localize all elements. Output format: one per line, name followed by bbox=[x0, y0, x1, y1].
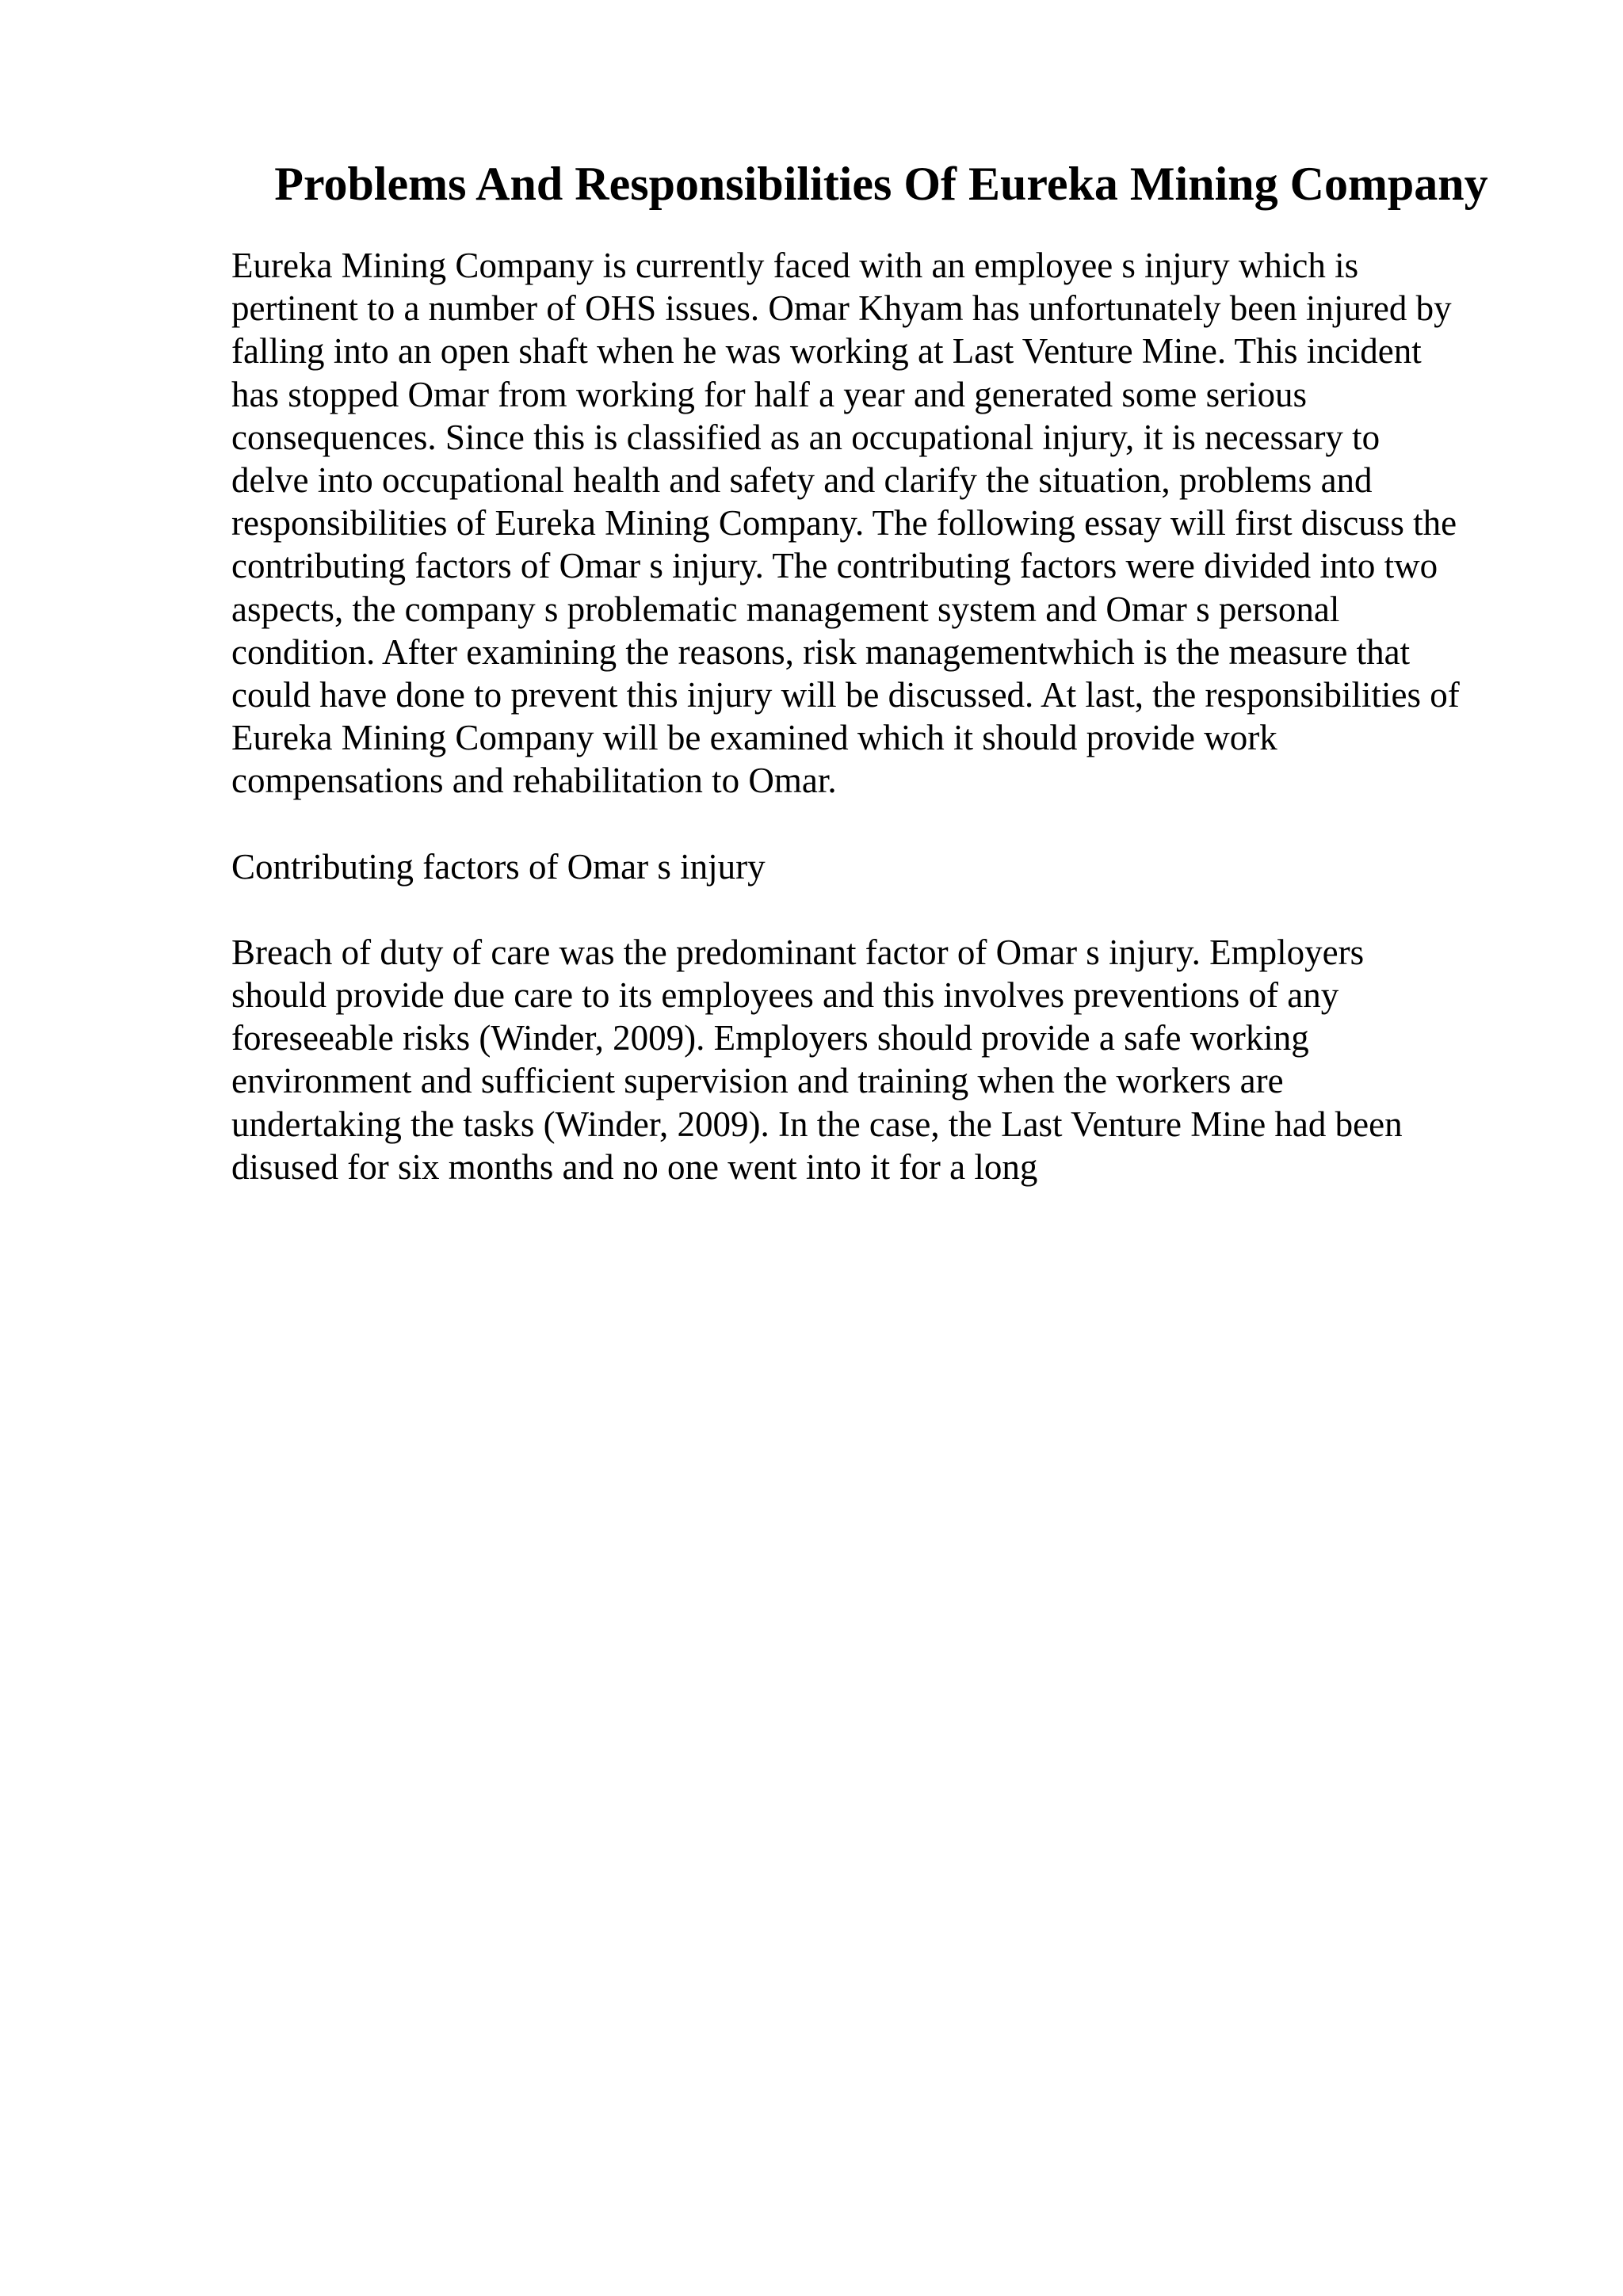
body-line: undertaking the tasks (Winder, 2009). In the case, the Last Venture Mine had been bbox=[231, 1104, 1403, 1144]
section-heading bbox=[231, 845, 1531, 888]
intro-line: Eureka Mining Company will be examined which it should provide work bbox=[231, 718, 1277, 758]
body-paragraph bbox=[231, 931, 1531, 1188]
intro-line: delve into occupational health and safety and clarify the situation, problems and bbox=[231, 460, 1373, 501]
document-title: Problems And Responsibilities Of Eureka Mining Company bbox=[274, 158, 1488, 210]
intro-line: responsibilities of Eureka Mining Company. The following essay will first discuss the bbox=[231, 503, 1457, 543]
body-line: disused for six months and no one went into it for a long bbox=[231, 1146, 1038, 1187]
intro-line: consequences. Since this is classified as an occupational injury, it is necessary to bbox=[231, 417, 1381, 457]
intro-line: contributing factors of Omar s injury. The contributing factors were divided into two bbox=[231, 546, 1438, 586]
intro-line: compensations and rehabilitation to Omar. bbox=[231, 761, 837, 801]
intro-line: falling into an open shaft when he was working at Last Venture Mine. This incident bbox=[231, 331, 1422, 372]
body-line: environment and sufficient supervision and training when the workers are bbox=[231, 1061, 1284, 1101]
body-line: should provide due care to its employees and this involves preventions of any bbox=[231, 975, 1339, 1016]
intro-line: could have done to prevent this injury will be discussed. At last, the responsibilities of bbox=[231, 675, 1460, 715]
body-line: Breach of duty of care was the predominant factor of Omar s injury. Employers bbox=[231, 932, 1365, 972]
document-body bbox=[231, 244, 1531, 1188]
paragraph-spacing bbox=[231, 803, 1531, 845]
intro-line: Eureka Mining Company is currently faced with an employee s injury which is bbox=[231, 246, 1359, 285]
body-line: foreseeable risks (Winder, 2009). Employers should provide a safe working bbox=[231, 1018, 1309, 1058]
intro-line: pertinent to a number of OHS issues. Omar Khyam has unfortunately been injured by bbox=[231, 288, 1452, 329]
intro-line: condition. After examining the reasons, risk managementwhich is the measure that bbox=[231, 631, 1411, 672]
intro-paragraph bbox=[231, 244, 1531, 803]
paragraph-spacing bbox=[231, 888, 1531, 931]
intro-line: aspects, the company s problematic management system and Omar s personal bbox=[231, 589, 1340, 629]
section-heading-text: Contributing factors of Omar s injury bbox=[231, 846, 766, 887]
intro-line: has stopped Omar from working for half a year and generated some serious bbox=[231, 374, 1308, 414]
